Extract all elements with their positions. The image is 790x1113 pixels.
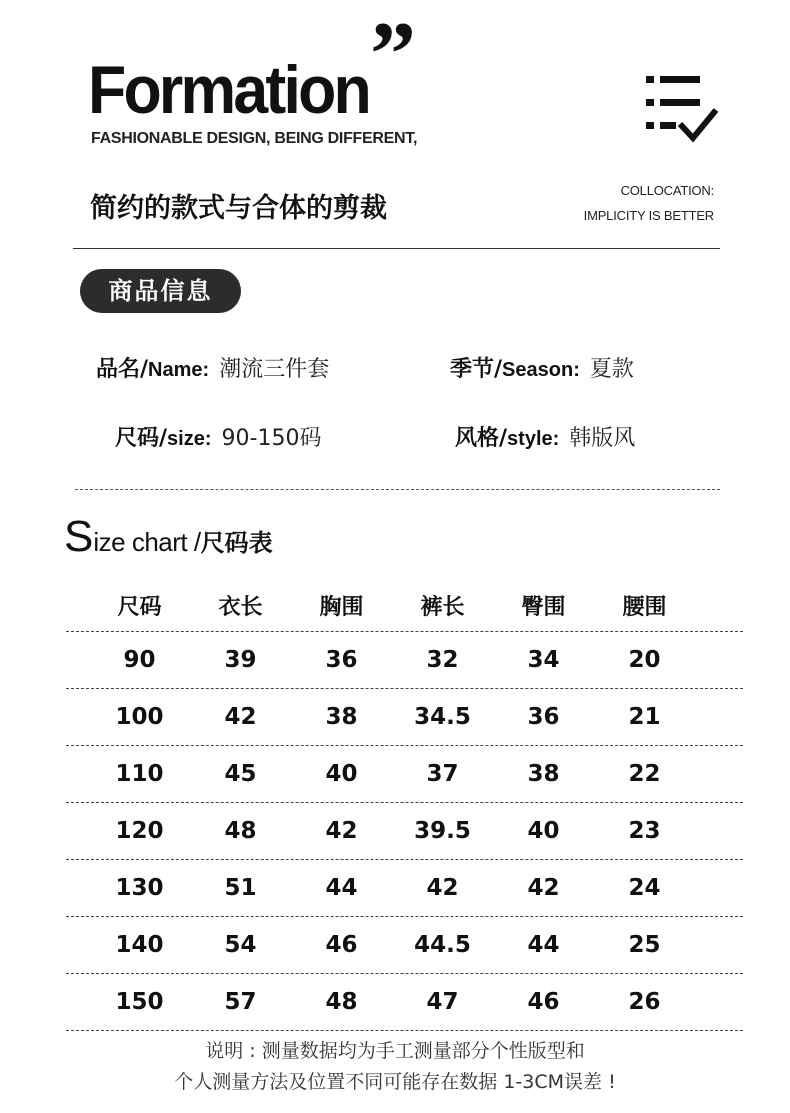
info-name <box>96 352 329 383</box>
table-cell: 150 <box>115 989 164 1015</box>
quote-mark: ” <box>370 3 416 105</box>
table-cell: 57 <box>224 989 257 1015</box>
table-row <box>66 689 743 746</box>
table-cell: 22 <box>628 761 661 787</box>
table-cell: 34.5 <box>414 704 471 730</box>
table-row <box>66 974 743 1031</box>
table-cell: 120 <box>115 818 164 844</box>
checklist-icon <box>642 74 722 148</box>
brand-title: Formation <box>88 52 370 128</box>
size-chart-title-rest: ize chart / <box>93 527 201 557</box>
table-cell: 37 <box>426 761 459 787</box>
table-row <box>66 632 743 689</box>
table-cell: 140 <box>115 932 164 958</box>
header-cell: 衣长 <box>218 595 263 620</box>
season-label-cn: 季节/ <box>450 357 503 382</box>
table-row <box>66 860 743 917</box>
table-cell: 38 <box>527 761 560 787</box>
footnote <box>0 1036 790 1098</box>
footnote-line-1: 说明 : 测量数据均为手工测量部分个性版型和 <box>205 1040 585 1062</box>
table-cell: 100 <box>115 704 164 730</box>
table-row <box>66 803 743 860</box>
table-cell: 20 <box>628 647 661 673</box>
size-chart-title-cn: 尺码表 <box>200 529 273 557</box>
size-chart-title-initial: S <box>64 512 94 561</box>
table-cell: 36 <box>325 647 358 673</box>
table-cell: 40 <box>527 818 560 844</box>
table-cell: 21 <box>628 704 661 730</box>
tagline: FASHIONABLE DESIGN, BEING DIFFERENT, <box>91 130 418 147</box>
header-cell: 臀围 <box>521 595 566 620</box>
info-style <box>455 421 635 452</box>
collocation-text <box>584 178 714 228</box>
style-label-cn: 风格/ <box>455 426 508 451</box>
table-cell: 45 <box>224 761 257 787</box>
size-label-cn: 尺码/ <box>115 426 168 451</box>
footnote-line-2: 个人测量方法及位置不同可能存在数据 1-3CM误差 ! <box>174 1071 616 1093</box>
info-size <box>115 421 321 452</box>
table-cell: 46 <box>527 989 560 1015</box>
size-value: 90-150码 <box>221 426 322 451</box>
style-value: 韩版风 <box>569 426 636 451</box>
table-cell: 90 <box>123 647 156 673</box>
table-cell: 24 <box>628 875 661 901</box>
style-label-en: style: <box>507 428 560 450</box>
table-cell: 32 <box>426 647 459 673</box>
size-table <box>66 580 743 1031</box>
header-cell: 腰围 <box>622 595 667 620</box>
table-cell: 39.5 <box>414 818 471 844</box>
name-label-cn: 品名/ <box>96 357 149 382</box>
table-cell: 42 <box>325 818 358 844</box>
info-season <box>450 352 634 383</box>
table-cell: 110 <box>115 761 164 787</box>
table-cell: 25 <box>628 932 661 958</box>
season-value: 夏款 <box>589 357 634 382</box>
collocation-line-2: IMPLICITY IS BETTER <box>583 208 714 223</box>
table-cell: 38 <box>325 704 358 730</box>
table-cell: 44 <box>527 932 560 958</box>
table-row <box>66 917 743 974</box>
collocation-line-1: COLLOCATION: <box>620 183 714 198</box>
header-cell: 裤长 <box>420 595 465 620</box>
table-header-row <box>66 580 743 632</box>
table-cell: 54 <box>224 932 257 958</box>
table-cell: 23 <box>628 818 661 844</box>
header-cell: 胸围 <box>319 595 364 620</box>
table-cell: 42 <box>224 704 257 730</box>
header-divider <box>73 248 720 249</box>
section-label: 商品信息 <box>80 269 241 313</box>
table-cell: 130 <box>115 875 164 901</box>
table-cell: 34 <box>527 647 560 673</box>
table-row <box>66 746 743 803</box>
table-cell: 46 <box>325 932 358 958</box>
size-label-en: size: <box>167 428 212 450</box>
table-cell: 48 <box>224 818 257 844</box>
table-cell: 36 <box>527 704 560 730</box>
headline: 简约的款式与合体的剪裁 <box>90 193 387 224</box>
table-cell: 44.5 <box>414 932 471 958</box>
table-cell: 42 <box>426 875 459 901</box>
table-cell: 39 <box>224 647 257 673</box>
info-divider <box>75 489 720 490</box>
table-cell: 42 <box>527 875 560 901</box>
name-label-en: Name: <box>148 359 210 381</box>
size-chart-title <box>64 512 273 562</box>
table-cell: 26 <box>628 989 661 1015</box>
table-cell: 47 <box>426 989 459 1015</box>
table-cell: 44 <box>325 875 358 901</box>
table-cell: 40 <box>325 761 358 787</box>
table-cell: 51 <box>224 875 257 901</box>
table-cell: 48 <box>325 989 358 1015</box>
name-value: 潮流三件套 <box>219 357 330 382</box>
header-cell: 尺码 <box>117 595 162 620</box>
season-label-en: Season: <box>502 359 580 381</box>
